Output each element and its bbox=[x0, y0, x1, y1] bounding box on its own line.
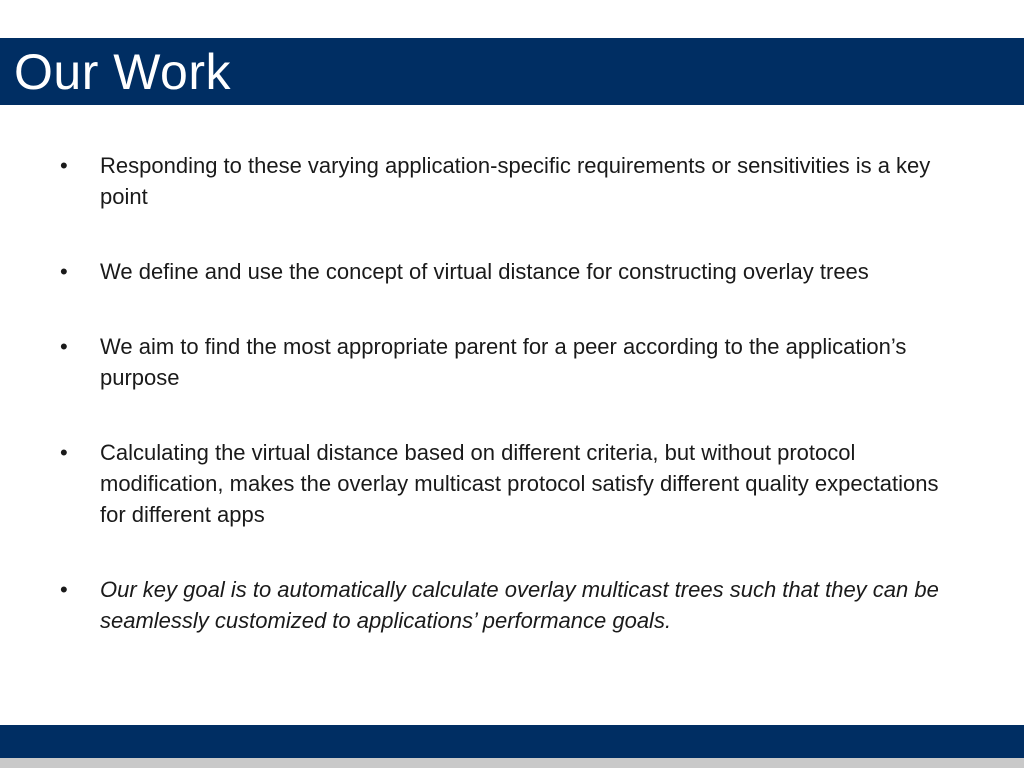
bullet-text: Calculating the virtual distance based on different criteria, but without protocol modification, makes the overlay multicast protocol satisfy different quality expectations for different apps bbox=[100, 440, 939, 527]
bullet-dot: • bbox=[60, 259, 68, 284]
bullet-item bbox=[60, 437, 970, 530]
bullet-dot: • bbox=[60, 153, 68, 178]
slide-content bbox=[60, 150, 970, 680]
bullet-dot: • bbox=[60, 440, 68, 465]
slide-title: Our Work bbox=[14, 43, 231, 100]
footer-bar bbox=[0, 725, 1024, 758]
bullet-list bbox=[60, 150, 970, 636]
bullet-text: Responding to these varying application-specific requirements or sensitivities is a key point bbox=[100, 153, 931, 209]
bullet-text: We aim to find the most appropriate parent for a peer according to the application’s purpose bbox=[100, 334, 907, 390]
bullet-item bbox=[60, 331, 970, 393]
title-bar bbox=[0, 38, 1024, 105]
bullet-dot: • bbox=[60, 577, 68, 602]
bullet-text: We define and use the concept of virtual distance for constructing overlay trees bbox=[100, 259, 869, 284]
bullet-dot: • bbox=[60, 334, 68, 359]
footer-strip bbox=[0, 758, 1024, 768]
bullet-text: Our key goal is to automatically calculate overlay multicast trees such that they can be seamlessly customized to applications’ performance goals. bbox=[100, 577, 939, 633]
bullet-item-key-goal bbox=[60, 574, 970, 636]
bullet-item bbox=[60, 256, 970, 287]
bullet-item bbox=[60, 150, 970, 212]
